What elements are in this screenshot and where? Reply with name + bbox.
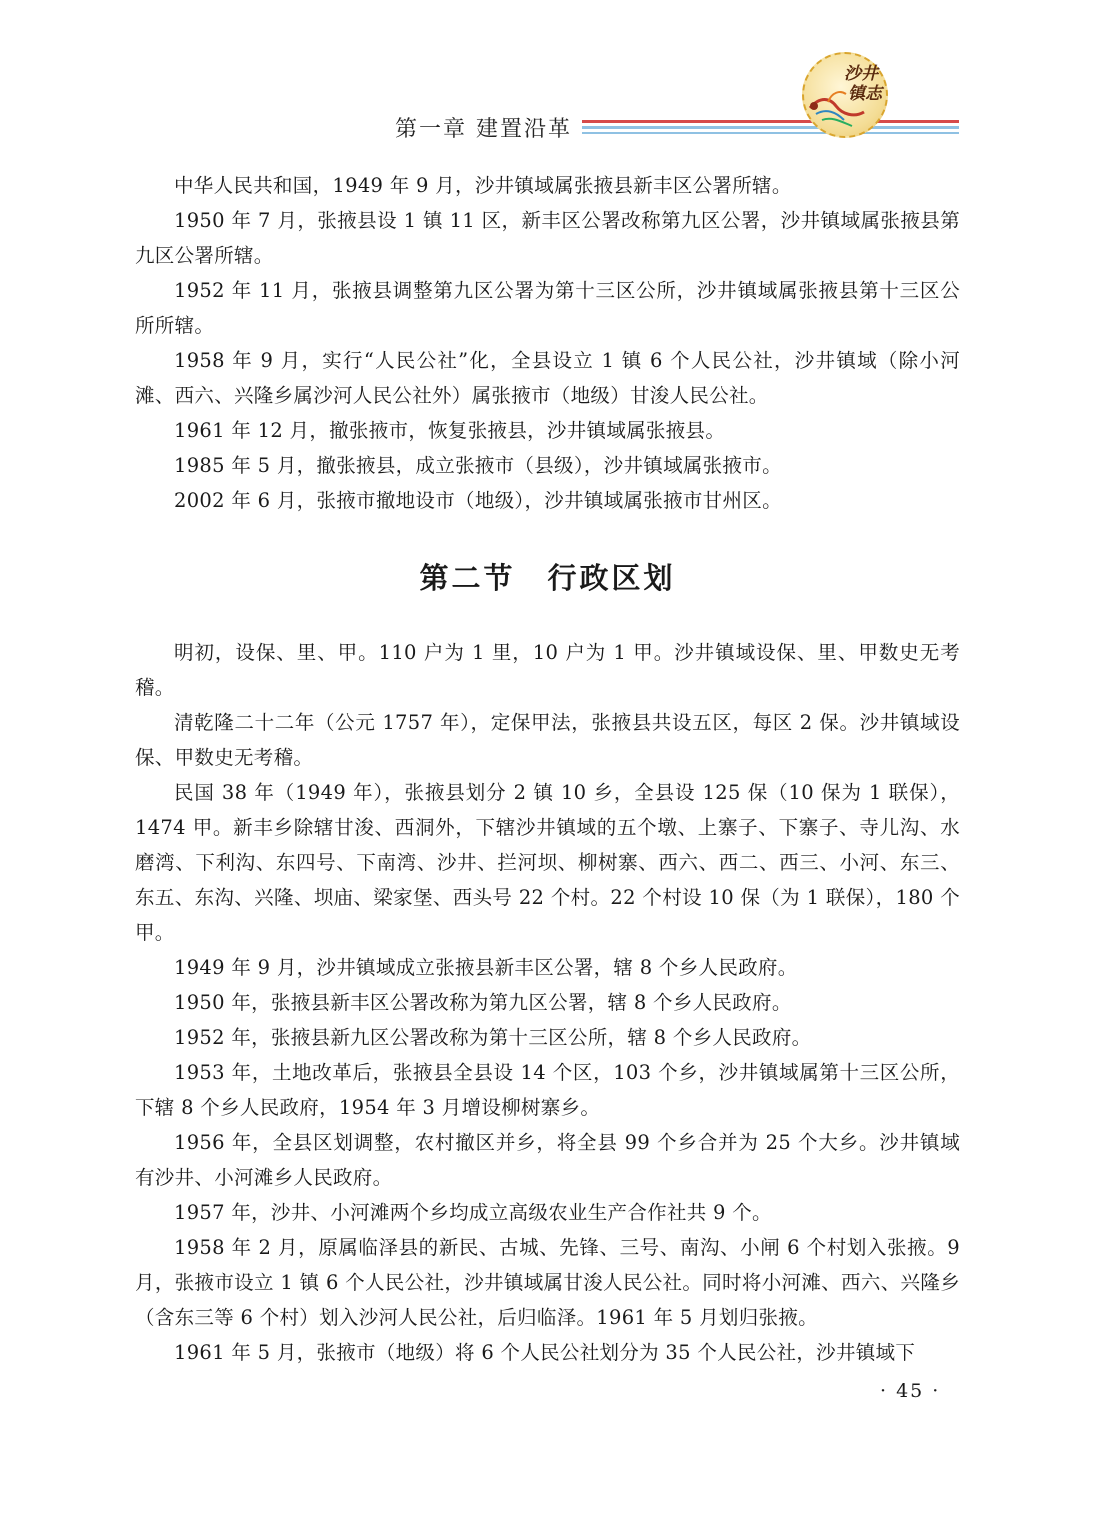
chapter-title: 第一章 建置沿革 bbox=[395, 117, 572, 142]
paragraph: 明初，设保、里、甲。110 户为 1 里，10 户为 1 甲。沙井镇域设保、里、甲数史无考稽。 bbox=[135, 641, 960, 699]
page-body bbox=[135, 168, 960, 1370]
paragraph: 1961 年 5 月，张掖市（地级）将 6 个人民公社划分为 35 个人民公社，沙井镇域下 bbox=[174, 1341, 916, 1364]
paragraph: 1985 年 5 月，撤张掖县，成立张掖市（县级），沙井镇域属张掖市。 bbox=[174, 454, 782, 477]
paragraph: 1958 年 2 月，原属临泽县的新民、古城、先锋、三号、南沟、小闸 6 个村划入张掖。9 月，张掖市设立 1 镇 6 个人民公社，沙井镇域属甘浚人民公社。同时将小河滩、西六、兴隆乡（含东三等 6 个村）划入沙河人民公社，后归临泽。1961 年 5 月划归张掖。 bbox=[135, 1236, 960, 1329]
page-number: · 45 · bbox=[880, 1380, 941, 1402]
seal-text bbox=[838, 64, 884, 104]
paragraph: 1958 年 9 月，实行“人民公社”化，全县设立 1 镇 6 个人民公社，沙井镇域（除小河滩、西六、兴隆乡属沙河人民公社外）属张掖市（地级）甘浚人民公社。 bbox=[135, 349, 960, 407]
paragraph: 1950 年，张掖县新丰区公署改称为第九区公署，辖 8 个乡人民政府。 bbox=[174, 991, 792, 1014]
header-rule-blue-thin bbox=[582, 132, 959, 134]
header-rule-blue bbox=[582, 126, 959, 129]
paragraph: 1950 年 7 月，张掖县设 1 镇 11 区，新丰区公署改称第九区公署，沙井镇域属张掖县第九区公署所辖。 bbox=[135, 209, 960, 267]
paragraph: 1961 年 12 月，撤张掖市，恢复张掖县，沙井镇域属张掖县。 bbox=[174, 419, 726, 442]
paragraph: 清乾隆二十二年（公元 1757 年），定保甲法，张掖县共设五区，每区 2 保。沙井镇域设保、甲数史无考稽。 bbox=[135, 711, 960, 769]
paragraph: 2002 年 6 月，张掖市撤地设市（地级），沙井镇域属张掖市甘州区。 bbox=[174, 489, 782, 512]
paragraph: 1949 年 9 月，沙井镇域成立张掖县新丰区公署，辖 8 个乡人民政府。 bbox=[174, 956, 798, 979]
paragraph: 1952 年 11 月，张掖县调整第九区公署为第十三区公所，沙井镇域属张掖县第十三区公所所辖。 bbox=[135, 279, 960, 337]
page-header bbox=[0, 0, 1093, 150]
header-rule-red bbox=[582, 120, 959, 123]
paragraph: 1957 年，沙井、小河滩两个乡均成立高级农业生产合作社共 9 个。 bbox=[174, 1201, 772, 1224]
paragraph: 1952 年，张掖县新九区公署改称为第十三区公所，辖 8 个乡人民政府。 bbox=[174, 1026, 812, 1049]
section-title: 第二节 行政区划 bbox=[419, 561, 676, 595]
paragraph: 民国 38 年（1949 年），张掖县划分 2 镇 10 乡，全县设 125 保（10 保为 1 联保），1474 甲。新丰乡除辖甘浚、西洞外，下辖沙井镇域的五个墩、上寨子、下寨子、寺儿沟、水磨湾、下利沟、东四号、下南湾、沙井、拦河坝、柳树寨、西六、西二、西三、小河、东三、东五、东沟、兴隆、坝庙、梁家堡、西头号 22 个村。22 个村设 10 保（为 1 联保），180 个甲。 bbox=[135, 781, 960, 944]
seal-line-1: 沙井 bbox=[844, 64, 878, 84]
seal-line-2: 镇志 bbox=[848, 84, 882, 104]
paragraph: 中华人民共和国，1949 年 9 月，沙井镇域属张掖县新丰区公署所辖。 bbox=[174, 174, 792, 197]
paragraph: 1953 年，土地改革后，张掖县全县设 14 个区，103 个乡，沙井镇域属第十三区公所，下辖 8 个乡人民政府，1954 年 3 月增设柳树寨乡。 bbox=[135, 1061, 960, 1119]
paragraph: 1956 年，全县区划调整，农村撤区并乡，将全县 99 个乡合并为 25 个大乡。沙井镇域有沙井、小河滩乡人民政府。 bbox=[135, 1131, 960, 1189]
